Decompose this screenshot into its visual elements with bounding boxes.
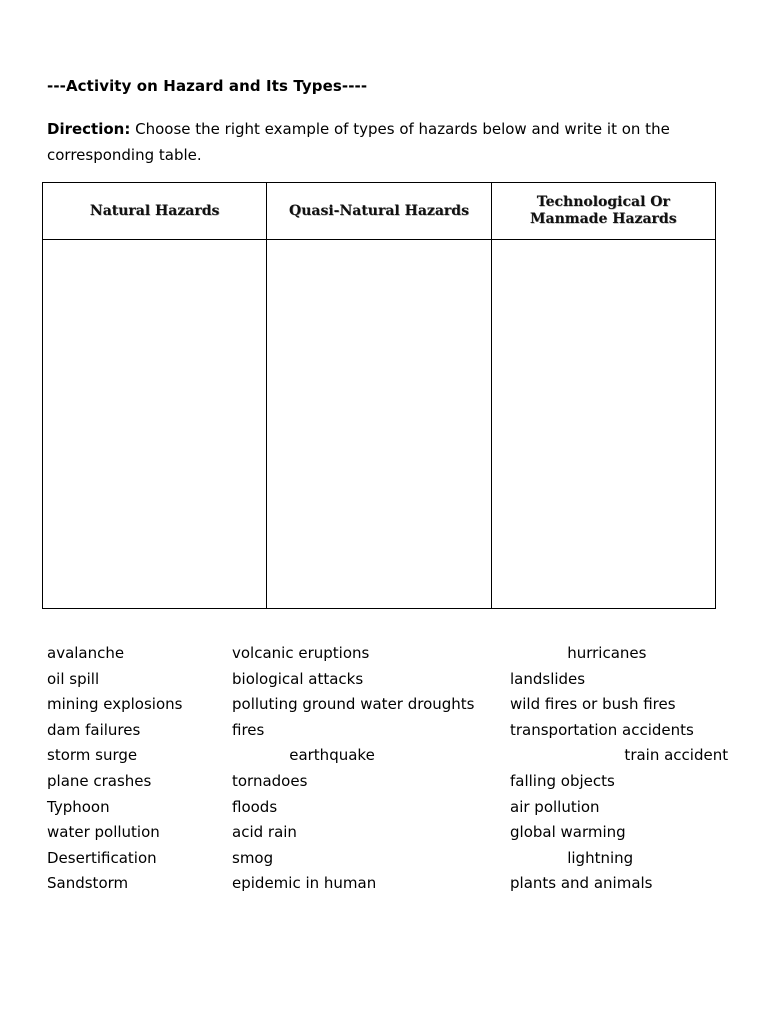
word-bank-item: train accident	[510, 746, 729, 765]
header-quasi-natural-hazards: Quasi-Natural Hazards	[267, 183, 491, 240]
direction-paragraph	[47, 116, 727, 168]
word-bank-item: global warming	[510, 823, 626, 842]
word-bank-item: volcanic eruptions	[232, 644, 370, 662]
word-bank-item: earthquake	[232, 746, 375, 765]
natural-hazards-answer-cell[interactable]	[43, 240, 267, 609]
word-bank-item: storm surge	[47, 746, 138, 765]
word-bank-item: smog	[232, 848, 274, 867]
header-technological-hazards	[491, 183, 715, 240]
word-bank-column-1	[47, 641, 182, 897]
word-bank-item: plane crashes	[47, 771, 152, 790]
word-bank-item: tornadoes	[232, 771, 308, 790]
word-bank-item: Typhoon	[47, 797, 110, 816]
word-bank-column-3	[510, 641, 728, 897]
header-natural-hazards: Natural Hazards	[43, 183, 267, 240]
quasi-natural-hazards-answer-cell[interactable]	[267, 240, 491, 609]
word-bank-item: Sandstorm	[47, 874, 129, 893]
word-bank-item: landslides	[510, 669, 586, 688]
hazard-table	[42, 182, 716, 609]
word-bank-item: transportation accidents	[510, 720, 694, 739]
word-bank-item: avalanche	[47, 644, 125, 662]
word-bank-item: air pollution	[510, 797, 600, 816]
technological-hazards-answer-cell[interactable]	[491, 240, 715, 609]
word-bank-item: plants and animals	[510, 874, 653, 893]
header-line: Manmade Hazards	[530, 211, 677, 227]
word-bank-item: fires	[232, 720, 265, 739]
word-bank-item: biological attacks	[232, 669, 364, 688]
page-title: ---Activity on Hazard and Its Types----	[47, 77, 368, 95]
word-bank-item: epidemic in human	[232, 874, 377, 893]
word-bank-item: wild fires or bush fires	[510, 695, 676, 714]
direction-text: Choose the right example of types of hazards below and write it on the corresponding table.	[47, 120, 670, 164]
word-bank-column-2	[232, 641, 475, 897]
word-bank-item: water pollution	[47, 823, 160, 842]
header-line: Technological Or	[536, 194, 670, 210]
word-bank-item: acid rain	[232, 823, 297, 842]
word-bank-item: mining explosions	[47, 695, 183, 714]
word-bank-item: dam failures	[47, 720, 141, 739]
direction-label: Direction:	[47, 120, 131, 138]
word-bank-item: falling objects	[510, 771, 615, 790]
word-bank-item: hurricanes	[510, 644, 647, 662]
word-bank-item: polluting ground water droughts	[232, 695, 475, 714]
word-bank-item: oil spill	[47, 669, 100, 688]
word-bank-item: Desertification	[47, 848, 157, 867]
word-bank-item: lightning	[510, 848, 634, 867]
word-bank-item: floods	[232, 797, 278, 816]
